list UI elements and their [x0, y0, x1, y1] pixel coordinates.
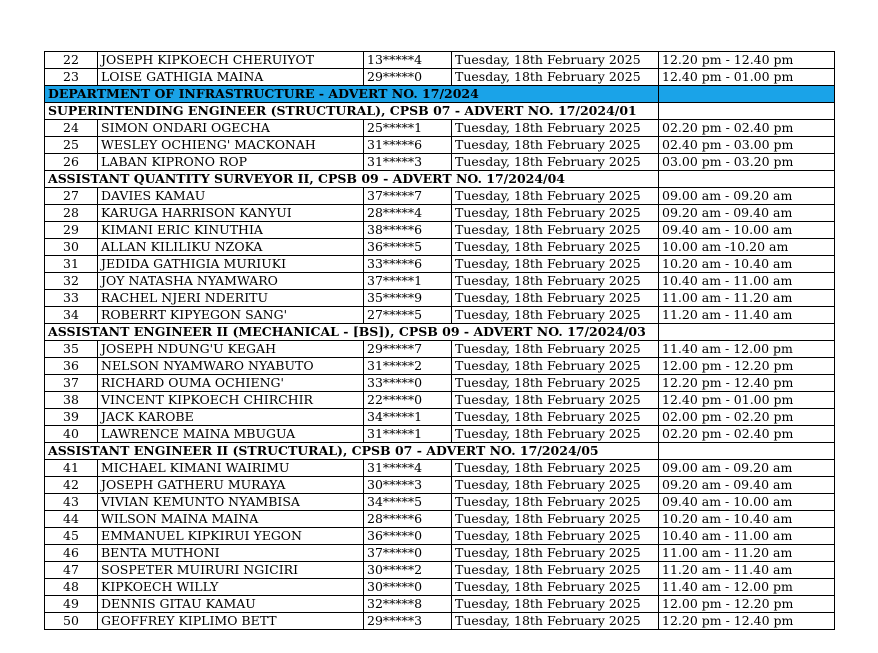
candidate-row: [45, 392, 835, 409]
id-number: 36*****0: [364, 528, 452, 545]
candidate-row: [45, 205, 835, 222]
candidate-name: JOY NATASHA NYAMWARO: [98, 273, 364, 290]
candidate-row: [45, 375, 835, 392]
candidate-name: EMMANUEL KIPKIRUI YEGON: [98, 528, 364, 545]
interview-time: 02.20 pm - 02.40 pm: [659, 426, 835, 443]
id-number: 31*****3: [364, 154, 452, 171]
candidate-row: [45, 477, 835, 494]
interview-date: Tuesday, 18th February 2025: [452, 69, 659, 86]
candidate-name: JOSEPH GATHERU MURAYA: [98, 477, 364, 494]
id-number: 22*****0: [364, 392, 452, 409]
interview-time: 09.00 am - 09.20 am: [659, 188, 835, 205]
id-number: 35*****9: [364, 290, 452, 307]
row-number: 46: [45, 545, 98, 562]
row-number: 31: [45, 256, 98, 273]
candidate-row: [45, 273, 835, 290]
row-number: 26: [45, 154, 98, 171]
candidate-name: JOSEPH NDUNG'U KEGAH: [98, 341, 364, 358]
candidate-row: [45, 222, 835, 239]
interview-time: 10.00 am -10.20 am: [659, 239, 835, 256]
id-number: 38*****6: [364, 222, 452, 239]
candidate-row: [45, 426, 835, 443]
id-number: 13*****4: [364, 52, 452, 69]
interview-date: Tuesday, 18th February 2025: [452, 341, 659, 358]
candidate-row: [45, 239, 835, 256]
interview-date: Tuesday, 18th February 2025: [452, 426, 659, 443]
interview-date: Tuesday, 18th February 2025: [452, 392, 659, 409]
row-number: 39: [45, 409, 98, 426]
interview-date: Tuesday, 18th February 2025: [452, 154, 659, 171]
row-number: 43: [45, 494, 98, 511]
candidate-row: [45, 596, 835, 613]
interview-date: Tuesday, 18th February 2025: [452, 596, 659, 613]
position-title: SUPERINTENDING ENGINEER (STRUCTURAL), CPSB 07 - ADVERT NO. 17/2024/01: [45, 103, 659, 120]
candidate-row: [45, 460, 835, 477]
row-number: 40: [45, 426, 98, 443]
position-header-row: [45, 443, 835, 460]
row-number: 42: [45, 477, 98, 494]
row-number: 28: [45, 205, 98, 222]
id-number: 29*****0: [364, 69, 452, 86]
row-number: 25: [45, 137, 98, 154]
row-number: 49: [45, 596, 98, 613]
empty-cell: [659, 103, 835, 120]
id-number: 30*****3: [364, 477, 452, 494]
candidate-name: SIMON ONDARI OGECHA: [98, 120, 364, 137]
interview-date: Tuesday, 18th February 2025: [452, 460, 659, 477]
candidate-row: [45, 545, 835, 562]
interview-date: Tuesday, 18th February 2025: [452, 375, 659, 392]
interview-time: 09.40 am - 10.00 am: [659, 222, 835, 239]
position-header-row: [45, 324, 835, 341]
interview-time: 12.00 pm - 12.20 pm: [659, 358, 835, 375]
candidate-row: [45, 137, 835, 154]
candidate-name: RACHEL NJERI NDERITU: [98, 290, 364, 307]
candidate-row: [45, 579, 835, 596]
interview-time: 10.20 am - 10.40 am: [659, 256, 835, 273]
interview-date: Tuesday, 18th February 2025: [452, 562, 659, 579]
interview-time: 02.00 pm - 02.20 pm: [659, 409, 835, 426]
interview-time: 11.00 am - 11.20 am: [659, 290, 835, 307]
empty-cell: [659, 324, 835, 341]
candidate-row: [45, 358, 835, 375]
row-number: 32: [45, 273, 98, 290]
candidate-name: WESLEY OCHIENG' MACKONAH: [98, 137, 364, 154]
position-title: ASSISTANT QUANTITY SURVEYOR II, CPSB 09 - ADVERT NO. 17/2024/04: [45, 171, 659, 188]
interview-time: 12.40 pm - 01.00 pm: [659, 392, 835, 409]
position-header-row: [45, 103, 835, 120]
row-number: 34: [45, 307, 98, 324]
row-number: 50: [45, 613, 98, 630]
candidate-row: [45, 120, 835, 137]
row-number: 33: [45, 290, 98, 307]
interview-date: Tuesday, 18th February 2025: [452, 256, 659, 273]
row-number: 44: [45, 511, 98, 528]
interview-time: 12.00 pm - 12.20 pm: [659, 596, 835, 613]
candidate-name: GEOFFREY KIPLIMO BETT: [98, 613, 364, 630]
id-number: 31*****1: [364, 426, 452, 443]
id-number: 37*****0: [364, 545, 452, 562]
candidate-row: [45, 256, 835, 273]
candidate-name: VIVIAN KEMUNTO NYAMBISA: [98, 494, 364, 511]
candidate-row: [45, 188, 835, 205]
interview-time: 10.40 am - 11.00 am: [659, 273, 835, 290]
interview-date: Tuesday, 18th February 2025: [452, 307, 659, 324]
candidate-name: LOISE GATHIGIA MAINA: [98, 69, 364, 86]
candidate-name: DAVIES KAMAU: [98, 188, 364, 205]
id-number: 27*****5: [364, 307, 452, 324]
interview-date: Tuesday, 18th February 2025: [452, 52, 659, 69]
id-number: 33*****0: [364, 375, 452, 392]
row-number: 48: [45, 579, 98, 596]
department-header-row: [45, 86, 835, 103]
row-number: 37: [45, 375, 98, 392]
id-number: 30*****0: [364, 579, 452, 596]
interview-date: Tuesday, 18th February 2025: [452, 290, 659, 307]
candidate-name: LABAN KIPRONO ROP: [98, 154, 364, 171]
interview-date: Tuesday, 18th February 2025: [452, 613, 659, 630]
candidate-name: JOSEPH KIPKOECH CHERUIYOT: [98, 52, 364, 69]
candidate-name: KIMANI ERIC KINUTHIA: [98, 222, 364, 239]
id-number: 31*****4: [364, 460, 452, 477]
id-number: 36*****5: [364, 239, 452, 256]
row-number: 47: [45, 562, 98, 579]
empty-cell: [659, 171, 835, 188]
interview-date: Tuesday, 18th February 2025: [452, 137, 659, 154]
candidate-name: VINCENT KIPKOECH CHIRCHIR: [98, 392, 364, 409]
interview-time: 09.20 am - 09.40 am: [659, 477, 835, 494]
id-number: 34*****5: [364, 494, 452, 511]
row-number: 23: [45, 69, 98, 86]
candidate-row: [45, 154, 835, 171]
interview-date: Tuesday, 18th February 2025: [452, 188, 659, 205]
candidate-name: DENNIS GITAU KAMAU: [98, 596, 364, 613]
row-number: 22: [45, 52, 98, 69]
department-title: DEPARTMENT OF INFRASTRUCTURE - ADVERT NO. 17/2024: [45, 86, 659, 103]
id-number: 33*****6: [364, 256, 452, 273]
candidate-row: [45, 69, 835, 86]
interview-time: 12.20 pm - 12.40 pm: [659, 613, 835, 630]
row-number: 24: [45, 120, 98, 137]
candidate-name: WILSON MAINA MAINA: [98, 511, 364, 528]
candidate-name: SOSPETER MUIRURI NGICIRI: [98, 562, 364, 579]
interview-date: Tuesday, 18th February 2025: [452, 222, 659, 239]
interview-date: Tuesday, 18th February 2025: [452, 545, 659, 562]
row-number: 35: [45, 341, 98, 358]
interview-time: 12.20 pm - 12.40 pm: [659, 375, 835, 392]
candidate-row: [45, 528, 835, 545]
interview-time: 10.20 am - 10.40 am: [659, 511, 835, 528]
interview-time: 11.20 am - 11.40 am: [659, 307, 835, 324]
candidate-name: RICHARD OUMA OCHIENG': [98, 375, 364, 392]
candidate-name: ALLAN KILILIKU NZOKA: [98, 239, 364, 256]
interview-time: 12.20 pm - 12.40 pm: [659, 52, 835, 69]
interview-date: Tuesday, 18th February 2025: [452, 511, 659, 528]
id-number: 28*****6: [364, 511, 452, 528]
interview-time: 02.20 pm - 02.40 pm: [659, 120, 835, 137]
id-number: 25*****1: [364, 120, 452, 137]
interview-date: Tuesday, 18th February 2025: [452, 239, 659, 256]
interview-time: 10.40 am - 11.00 am: [659, 528, 835, 545]
candidate-row: [45, 494, 835, 511]
id-number: 30*****2: [364, 562, 452, 579]
candidate-name: MICHAEL KIMANI WAIRIMU: [98, 460, 364, 477]
interview-time: 11.20 am - 11.40 am: [659, 562, 835, 579]
row-number: 41: [45, 460, 98, 477]
candidate-name: KARUGA HARRISON KANYUI: [98, 205, 364, 222]
position-title: ASSISTANT ENGINEER II (MECHANICAL - [BS]), CPSB 09 - ADVERT NO. 17/2024/03: [45, 324, 659, 341]
row-number: 27: [45, 188, 98, 205]
interview-time: 11.40 am - 12.00 pm: [659, 579, 835, 596]
id-number: 32*****8: [364, 596, 452, 613]
id-number: 37*****7: [364, 188, 452, 205]
candidate-name: NELSON NYAMWARO NYABUTO: [98, 358, 364, 375]
interview-date: Tuesday, 18th February 2025: [452, 494, 659, 511]
position-title: ASSISTANT ENGINEER II (STRUCTURAL), CPSB 07 - ADVERT NO. 17/2024/05: [45, 443, 659, 460]
candidate-row: [45, 341, 835, 358]
interview-time: 09.20 am - 09.40 am: [659, 205, 835, 222]
candidate-row: [45, 52, 835, 69]
interview-time: 11.40 am - 12.00 pm: [659, 341, 835, 358]
candidate-row: [45, 511, 835, 528]
id-number: 31*****2: [364, 358, 452, 375]
interview-time: 09.00 am - 09.20 am: [659, 460, 835, 477]
interview-date: Tuesday, 18th February 2025: [452, 579, 659, 596]
candidate-name: JEDIDA GATHIGIA MURIUKI: [98, 256, 364, 273]
id-number: 34*****1: [364, 409, 452, 426]
interview-time: 02.40 pm - 03.00 pm: [659, 137, 835, 154]
id-number: 28*****4: [364, 205, 452, 222]
id-number: 31*****6: [364, 137, 452, 154]
row-number: 45: [45, 528, 98, 545]
position-header-row: [45, 171, 835, 188]
candidate-name: JACK KAROBE: [98, 409, 364, 426]
interview-date: Tuesday, 18th February 2025: [452, 477, 659, 494]
interview-date: Tuesday, 18th February 2025: [452, 273, 659, 290]
candidate-row: [45, 613, 835, 630]
candidate-name: LAWRENCE MAINA MBUGUA: [98, 426, 364, 443]
interview-date: Tuesday, 18th February 2025: [452, 358, 659, 375]
interview-date: Tuesday, 18th February 2025: [452, 120, 659, 137]
interview-schedule-table: [44, 51, 835, 630]
row-number: 30: [45, 239, 98, 256]
id-number: 29*****7: [364, 341, 452, 358]
candidate-name: KIPKOECH WILLY: [98, 579, 364, 596]
empty-cell: [659, 86, 835, 103]
candidate-row: [45, 290, 835, 307]
candidate-name: ROBERRT KIPYEGON SANG': [98, 307, 364, 324]
candidate-name: BENTA MUTHONI: [98, 545, 364, 562]
interview-date: Tuesday, 18th February 2025: [452, 528, 659, 545]
id-number: 29*****3: [364, 613, 452, 630]
interview-time: 12.40 pm - 01.00 pm: [659, 69, 835, 86]
row-number: 36: [45, 358, 98, 375]
row-number: 38: [45, 392, 98, 409]
empty-cell: [659, 443, 835, 460]
interview-date: Tuesday, 18th February 2025: [452, 409, 659, 426]
candidate-row: [45, 562, 835, 579]
row-number: 29: [45, 222, 98, 239]
interview-time: 09.40 am - 10.00 am: [659, 494, 835, 511]
candidate-row: [45, 307, 835, 324]
candidate-row: [45, 409, 835, 426]
interview-time: 03.00 pm - 03.20 pm: [659, 154, 835, 171]
interview-time: 11.00 am - 11.20 am: [659, 545, 835, 562]
interview-date: Tuesday, 18th February 2025: [452, 205, 659, 222]
schedule-body: [45, 52, 835, 630]
id-number: 37*****1: [364, 273, 452, 290]
